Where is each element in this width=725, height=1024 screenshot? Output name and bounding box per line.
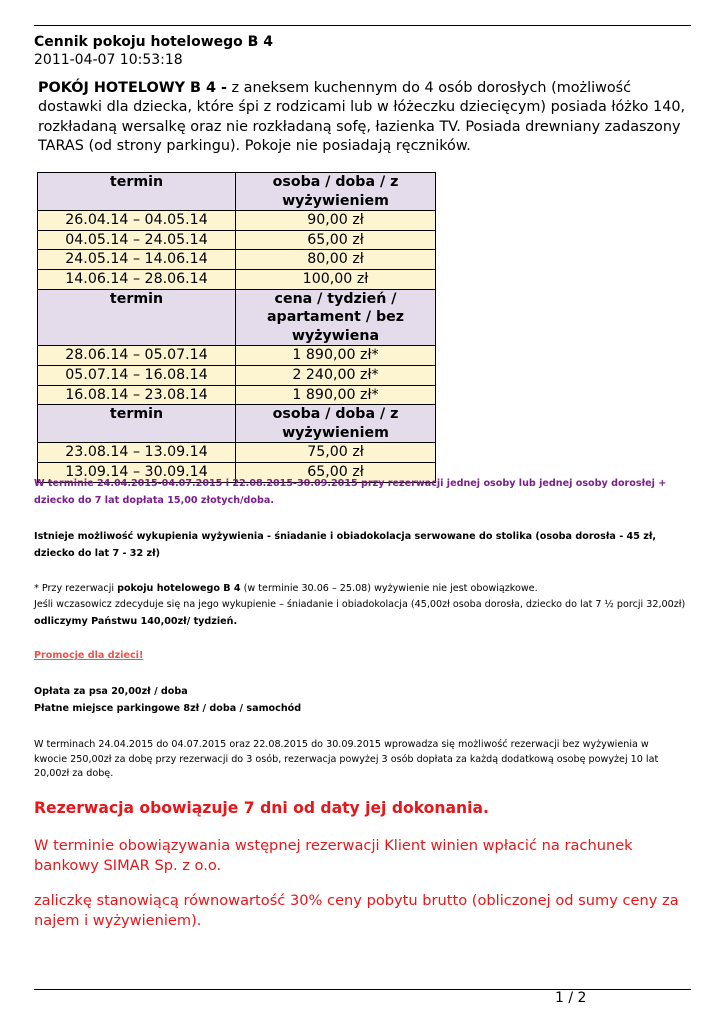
table-row (38, 385, 436, 405)
document-title: Cennik pokoju hotelowego B 4 (34, 34, 273, 50)
table-row (38, 211, 436, 231)
table-row (38, 269, 436, 289)
no-meals-option-note: W terminach 24.04.2015 do 04.07.2015 oraz 22.08.2015 do 30.09.2015 wprowadza się możliwość rezerwacji bez wyżywienia w kwocie 250,00zł za dobę przy rezerwacji do 3 osób, rezerwacja powyżej 3 osób dopłata za każdą dodatkową osobę powyżej 10 lat 20,00zł za dobę. (34, 739, 659, 780)
period-cell: 14.06.14 – 28.06.14 (38, 269, 236, 289)
table-header-row (38, 289, 436, 346)
price-cell: 80,00 zł (236, 250, 436, 270)
top-rule (34, 25, 691, 26)
bottom-rule (34, 989, 691, 990)
table-row (38, 250, 436, 270)
table-header-row (38, 173, 436, 211)
table-row (38, 443, 436, 463)
meals-option-note: Istnieje możliwość wykupienia wyżywienia - śniadanie i obiadokolacja serwowane do stolika (osoba dorosła - 45 zł, dziecko do lat 7 - 32 zł) (34, 531, 657, 559)
period-cell: 26.04.14 – 04.05.14 (38, 211, 236, 231)
table-header-cell: osoba / doba / z wyżywieniem (236, 173, 436, 211)
promo-link[interactable]: Promocje dla dzieci! (34, 650, 144, 661)
table-header-cell: termin (38, 289, 236, 346)
price-cell: 75,00 zł (236, 443, 436, 463)
price-cell: 1 890,00 zł* (236, 385, 436, 405)
period-cell: 24.05.14 – 14.06.14 (38, 250, 236, 270)
note-room-name: pokoju hotelowego B 4 (117, 583, 241, 594)
period-cell: 05.07.14 – 16.08.14 (38, 365, 236, 385)
period-cell: 04.05.14 – 24.05.14 (38, 230, 236, 250)
payment-instruction: W terminie obowiązywania wstępnej rezerwacji Klient winien wpłacić na rachunek bankowy SIMAR Sp. z o.o. (34, 837, 633, 874)
price-cell: 65,00 zł (236, 462, 436, 482)
page-number: 1 / 2 (555, 990, 587, 1006)
room-description-text: z aneksem kuchennym do 4 osób dorosłych (możliwość dostawki dla dziecka, które śpi z rodzicami lub w łóżeczku dziecięcym) posiada łóżko 140, rozkładaną wersalkę oraz nie rozkładaną sofę, łazienka TV. Posiada drewniany zadaszony TARAS (od strony parkingu). Pokoje nie posiadają ręczników. (38, 80, 686, 154)
table-header-row (38, 405, 436, 443)
table-row (38, 365, 436, 385)
period-cell: 23.08.14 – 13.09.14 (38, 443, 236, 463)
reservation-validity: Rezerwacja obowiązuje 7 dni od daty jej dokonania. (34, 799, 489, 817)
promo-line (34, 647, 690, 664)
period-cell: 16.08.14 – 23.08.14 (38, 385, 236, 405)
meals-deduction-note (34, 596, 690, 630)
room-description (38, 79, 688, 156)
table-header-cell: termin (38, 173, 236, 211)
table-header-cell: termin (38, 405, 236, 443)
surcharge-note: W terminie 24.04.2015-04.07.2015 i 22.08.2015-30.09.2015 przy rezerwacji jednej osoby lub jednej osoby dorosłej + dziecko do 7 lat dopłata 15,00 złotych/doba. (34, 478, 667, 506)
price-cell: 100,00 zł (236, 269, 436, 289)
deposit-instruction: zaliczkę stanowiącą równowartość 30% ceny pobytu brutto (obliczonej od sumy ceny za najem i wyżywieniem). (34, 892, 679, 929)
note-text: * Przy rezerwacji (34, 583, 118, 594)
table-row (38, 346, 436, 366)
table-header-cell: cena / tydzień / apartament / bez wyżywiena (236, 289, 436, 346)
table-header-cell: osoba / doba / z wyżywieniem (236, 405, 436, 443)
price-cell: 65,00 zł (236, 230, 436, 250)
parking-fee: Płatne miejsce parkingowe 8zł / doba / samochód (34, 703, 302, 714)
price-cell: 1 890,00 zł* (236, 346, 436, 366)
price-cell: 90,00 zł (236, 211, 436, 231)
note-text: (w terminie 30.06 – 25.08) wyżywienie nie jest obowiązkowe. (240, 583, 538, 594)
deduction-amount: odliczymy Państwu 140,00zł/ tydzień. (34, 616, 238, 627)
table-row (38, 230, 436, 250)
price-table (37, 172, 436, 483)
meals-optional-note (34, 581, 690, 596)
period-cell: 28.06.14 – 05.07.14 (38, 346, 236, 366)
period-cell: 13.09.14 – 30.09.14 (38, 462, 236, 482)
dog-fee: Opłata za psa 20,00zł / doba (34, 686, 188, 697)
room-name: POKÓJ HOTELOWY B 4 - (38, 80, 227, 96)
note-text: Jeśli wczasowicz zdecyduje się na jego wykupienie – śniadanie i obiadokolacja (45,00zł osoba dorosła, dziecko do lat 7 ½ porcji 32,00zł) (34, 599, 686, 610)
price-cell: 2 240,00 zł* (236, 365, 436, 385)
document-date: 2011-04-07 10:53:18 (34, 52, 183, 68)
